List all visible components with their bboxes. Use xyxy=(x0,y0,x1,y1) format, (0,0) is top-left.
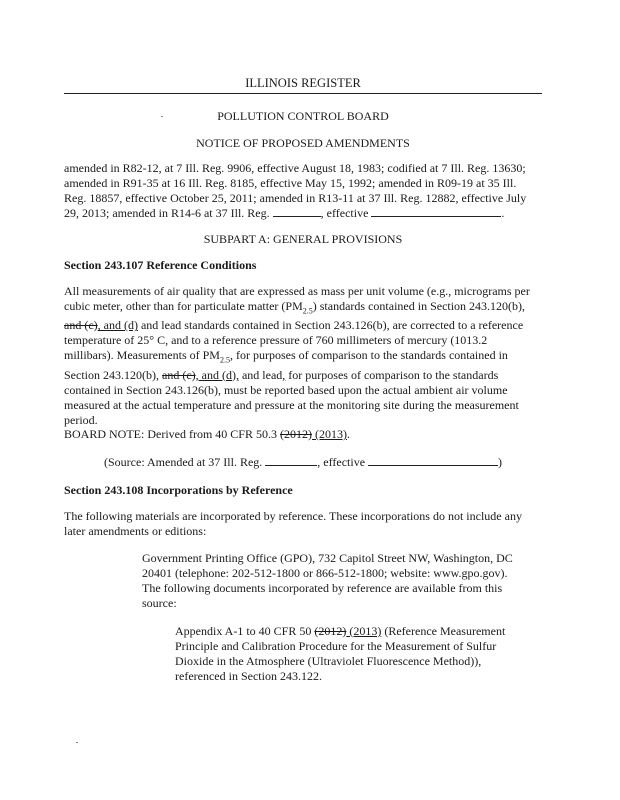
scan-speck xyxy=(161,116,163,117)
inserted-text: , and (d) xyxy=(97,318,138,333)
section-108-heading: Section 243.108 Incorporations by Reference xyxy=(64,483,293,497)
body-line: and (c), and (d) and lead standards contained in Section 243.126(b), are corrected to a reference xyxy=(64,318,524,333)
history-line: amended in R82-12, at 7 Ill. Reg. 9906, effective August 18, 1983; codified at 7 Ill. Reg. 13630; xyxy=(64,161,526,175)
body-line: millibars). Measurements of $PM_{2.5}$, for purposes of comparison to the standards contained in xyxy=(64,348,508,365)
body-line: measured at the actual temperature and pressure at the monitoring site during the measurement xyxy=(64,397,519,412)
notice-title: NOTICE OF PROPOSED AMENDMENTS xyxy=(196,136,410,150)
body-line: Principle and Calibration Procedure for the Measurement of Sulfur xyxy=(175,639,497,653)
subpart-heading: SUBPART A: GENERAL PROVISIONS xyxy=(203,232,403,246)
struck-text: (2012) xyxy=(314,624,347,638)
body-line: source: xyxy=(142,596,177,610)
body-line: later amendments or editions: xyxy=(64,524,207,538)
section-107-heading: Section 243.107 Reference Conditions xyxy=(64,258,257,272)
struck-text: (2012) xyxy=(280,427,312,441)
body-line: The following materials are incorporated by reference. These incorporations do not include any xyxy=(64,509,522,523)
history-line: Reg. 18857, effective October 25, 2011; amended in R13-11 at 37 Ill. Reg. 12882, effective July xyxy=(64,191,527,205)
body-line: temperature of 25° C, and to a reference pressure of 760 millimeters of mercury (1013.2 xyxy=(64,333,488,348)
body-line: contained in Section 243.126(b), must be reported based upon the actual ambient air volume xyxy=(64,382,508,397)
body-line: 20401 (telephone: 202-512-1800 or 866-512-1800; website: www.gpo.gov). xyxy=(142,566,508,580)
scan-speck xyxy=(76,742,78,743)
register-header: ILLINOIS REGISTER xyxy=(64,76,542,94)
body-line: All measurements of air quality that are expressed as mass per unit volume (e.g., micrograms per xyxy=(64,284,530,298)
body-line: cubic meter, other than for particulate matter $(PM_{2.5})$ standards contained in Section 243.120(b), xyxy=(64,299,526,316)
struck-text: and (c) xyxy=(162,367,196,382)
body-line: Section 243.120(b), and (c), and (d), and lead, for purposes of comparison to the standards xyxy=(64,367,499,382)
body-line: Dioxide in the Atmosphere (Ultraviolet Fluorescence Method)), xyxy=(175,654,482,668)
appendix-paragraph xyxy=(175,624,540,684)
section-107-body xyxy=(64,284,544,428)
body-line: referenced in Section 243.122. xyxy=(175,669,322,683)
body-line: Government Printing Office (GPO), 732 Capitol Street NW, Washington, DC xyxy=(142,551,513,565)
inserted-text: , and (d), xyxy=(195,367,239,382)
source-note: (Source: Amended at 37 Ill. Reg. , effective ) xyxy=(104,455,503,469)
inserted-text: (2013) xyxy=(346,624,382,638)
history-line: amended in R91-35 at 16 Ill. Reg. 8185, effective May 15, 1992; amended in R09-19 at 35 Ill. xyxy=(64,176,517,190)
inserted-text: (2013) xyxy=(312,427,347,441)
section-108-intro xyxy=(64,509,544,539)
board-note: BOARD NOTE: Derived from 40 CFR 50.3 (2012) (2013). xyxy=(64,427,350,441)
body-line: period. xyxy=(64,412,98,427)
board-title: POLLUTION CONTROL BOARD xyxy=(217,109,389,123)
struck-text: and (c) xyxy=(64,318,98,333)
body-line: The following documents incorporated by reference are available from this xyxy=(142,581,503,595)
history-paragraph xyxy=(64,161,544,221)
history-line: 29, 2013; amended in R14-6 at 37 Ill. Reg. , effective . xyxy=(64,206,505,220)
gpo-paragraph xyxy=(142,551,542,611)
body-line: Appendix A-1 to 40 CFR 50 (2012) (2013) (Reference Measurement xyxy=(175,624,506,638)
